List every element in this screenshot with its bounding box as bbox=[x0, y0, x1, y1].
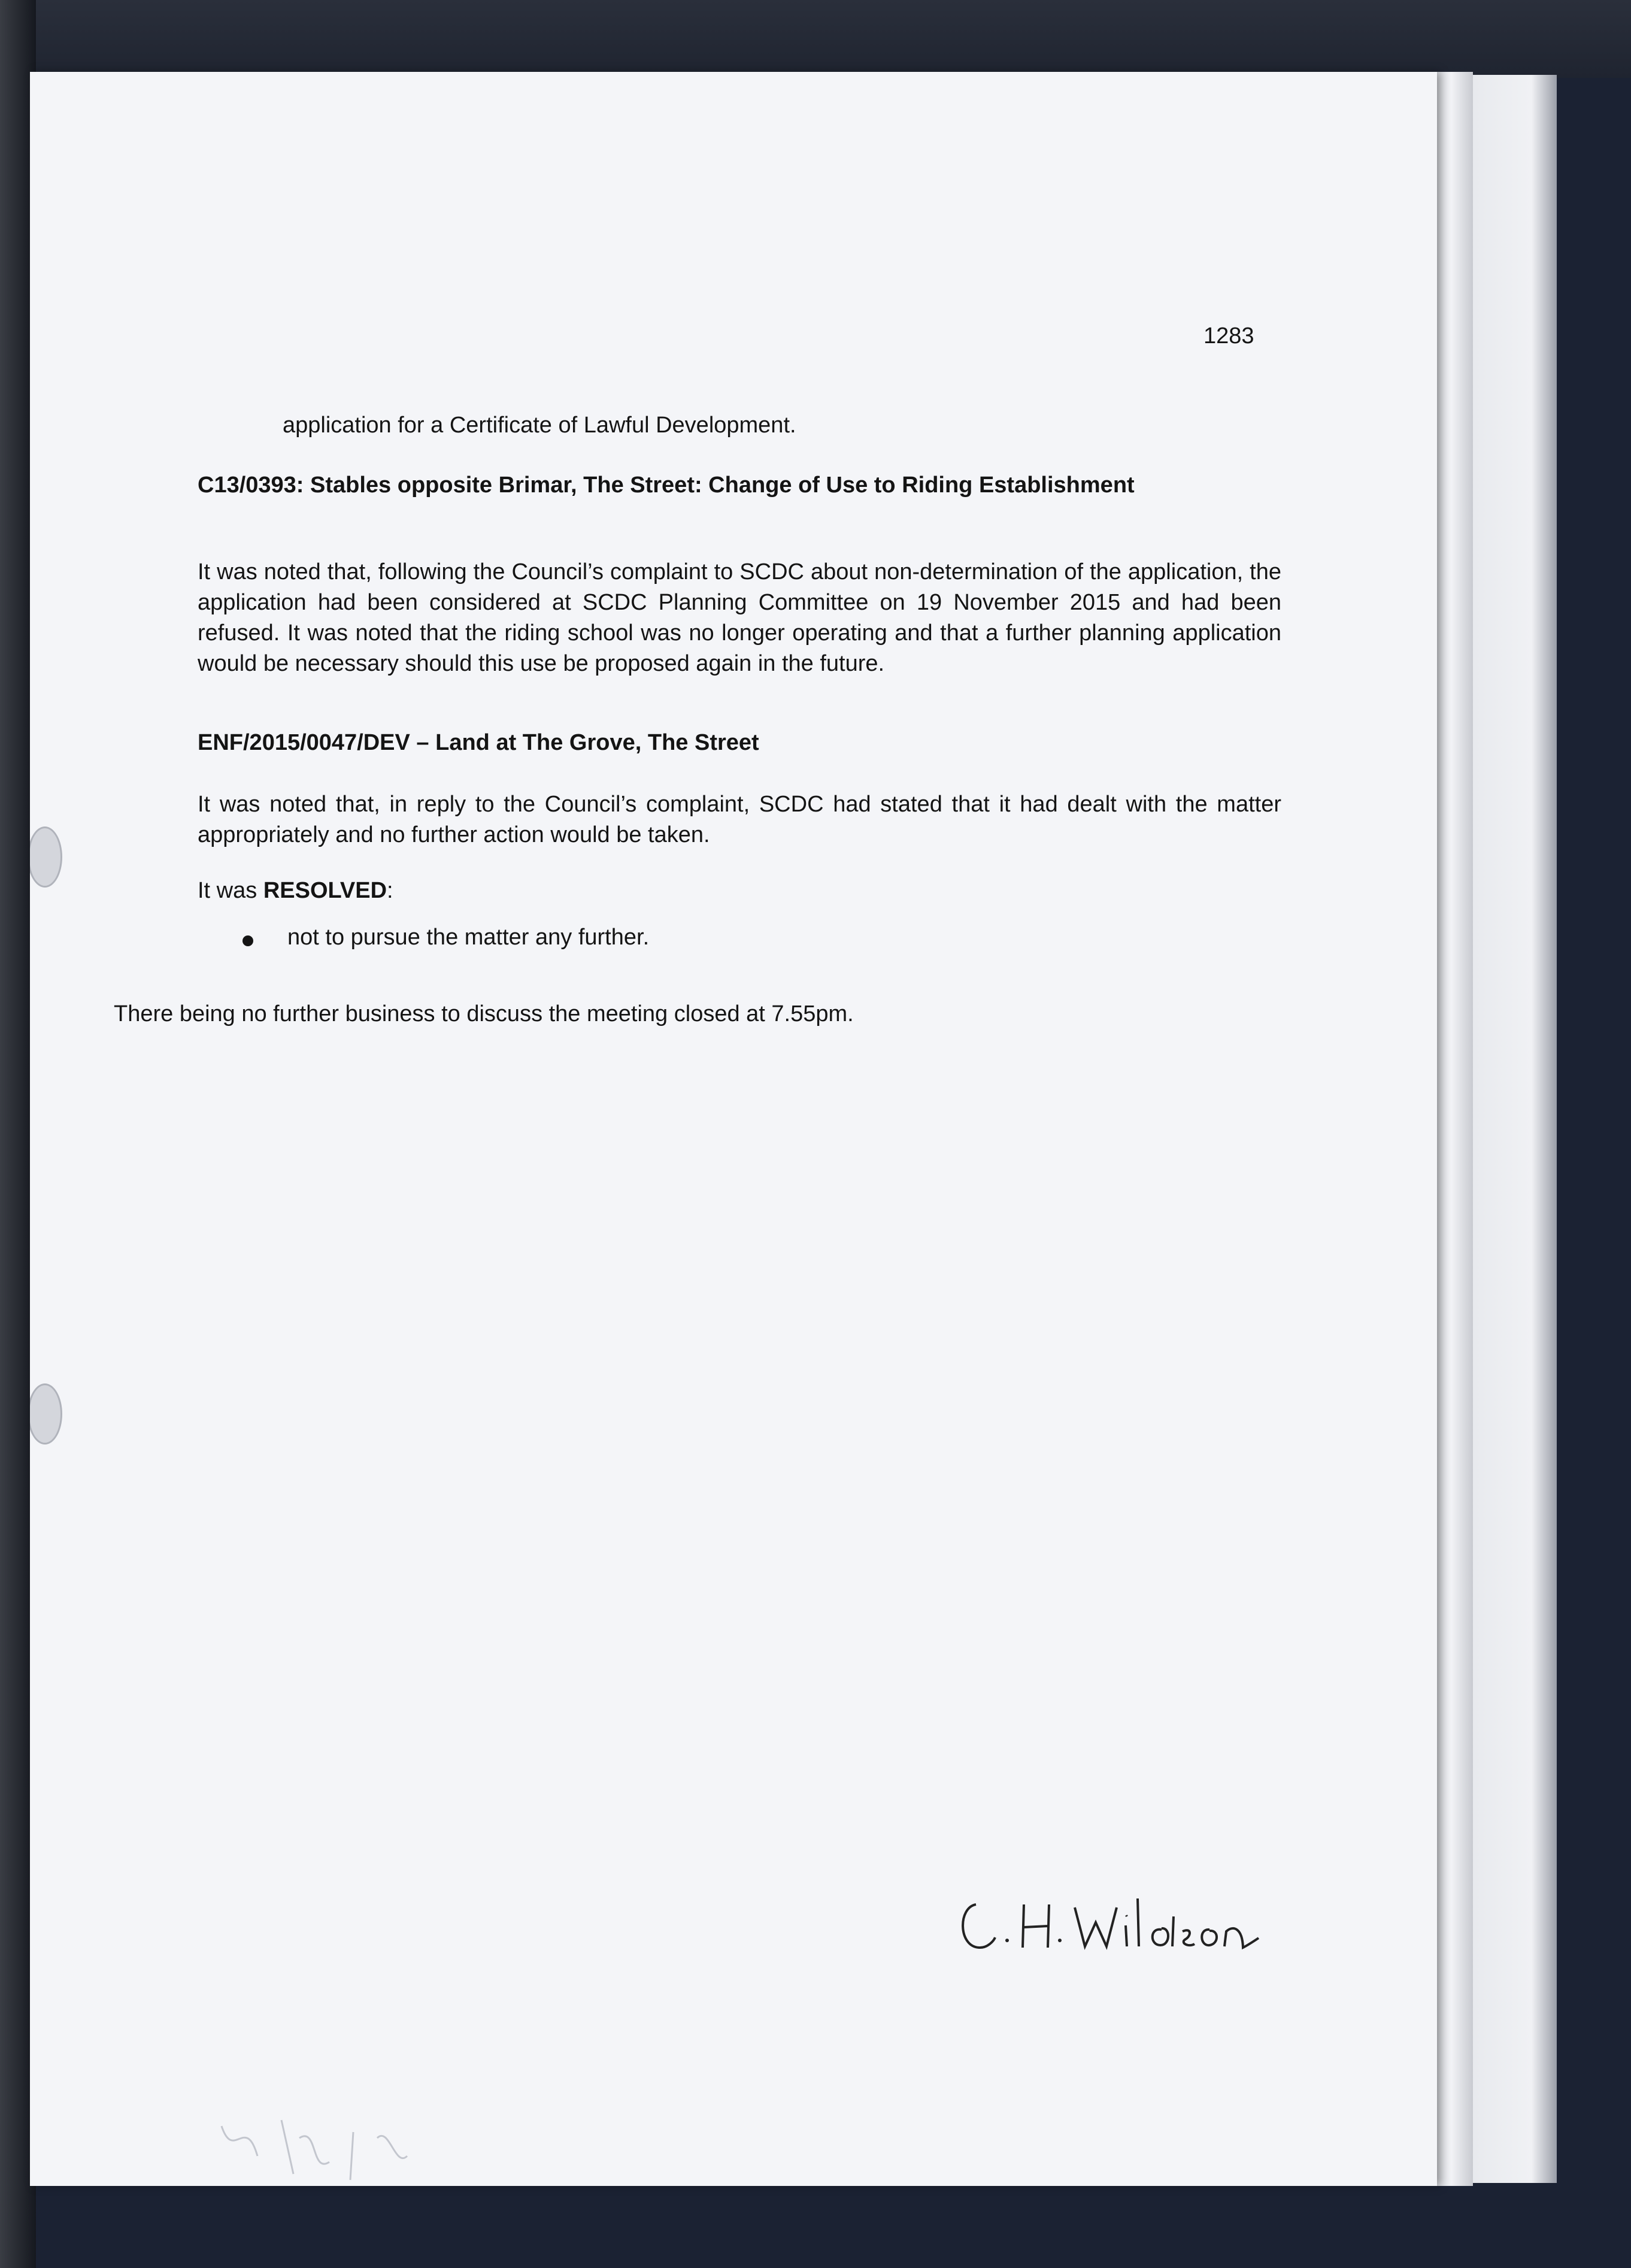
resolved-prefix: It was bbox=[198, 878, 263, 903]
section-body-c13-0393: It was noted that, following the Council’s complaint to SCDC about non-determination of the application, the application had been considered at SCDC Planning Committee on 19 November 2015 and had been refused. It was noted that the riding school was no longer operating and that a further planning application would be necessary should this use be proposed again in the future. bbox=[198, 559, 1281, 676]
page-content bbox=[30, 72, 1437, 2186]
chairman-signature bbox=[952, 1881, 1263, 1964]
page-stack-edge bbox=[1473, 75, 1557, 2183]
document-page bbox=[30, 72, 1437, 2186]
resolved-bullet: not to pursue the matter any further. bbox=[287, 925, 650, 950]
resolved-suffix: : bbox=[387, 878, 393, 903]
intro-line: application for a Certificate of Lawful Development. bbox=[283, 413, 796, 438]
section-heading-c13-0393: C13/0393: Stables opposite Brimar, The Street: Change of Use to Riding Establishment bbox=[198, 473, 1135, 498]
resolved-line bbox=[198, 876, 916, 906]
bullet-dot bbox=[242, 935, 253, 946]
binder-top bbox=[0, 0, 1631, 78]
page-edge bbox=[1437, 72, 1473, 2186]
faint-bleed-signature bbox=[210, 2102, 461, 2186]
section-body-enf-2015: It was noted that, in reply to the Council’s complaint, SCDC had stated that it had dealt with the matter appropriately and no further action would be taken. bbox=[198, 792, 1281, 847]
resolved-keyword: RESOLVED bbox=[263, 878, 387, 903]
closing-statement: There being no further business to discuss the meeting closed at 7.55pm. bbox=[114, 1001, 854, 1026]
section-heading-enf-2015: ENF/2015/0047/DEV – Land at The Grove, The Street bbox=[198, 730, 759, 755]
page-number: 1283 bbox=[1203, 323, 1254, 349]
